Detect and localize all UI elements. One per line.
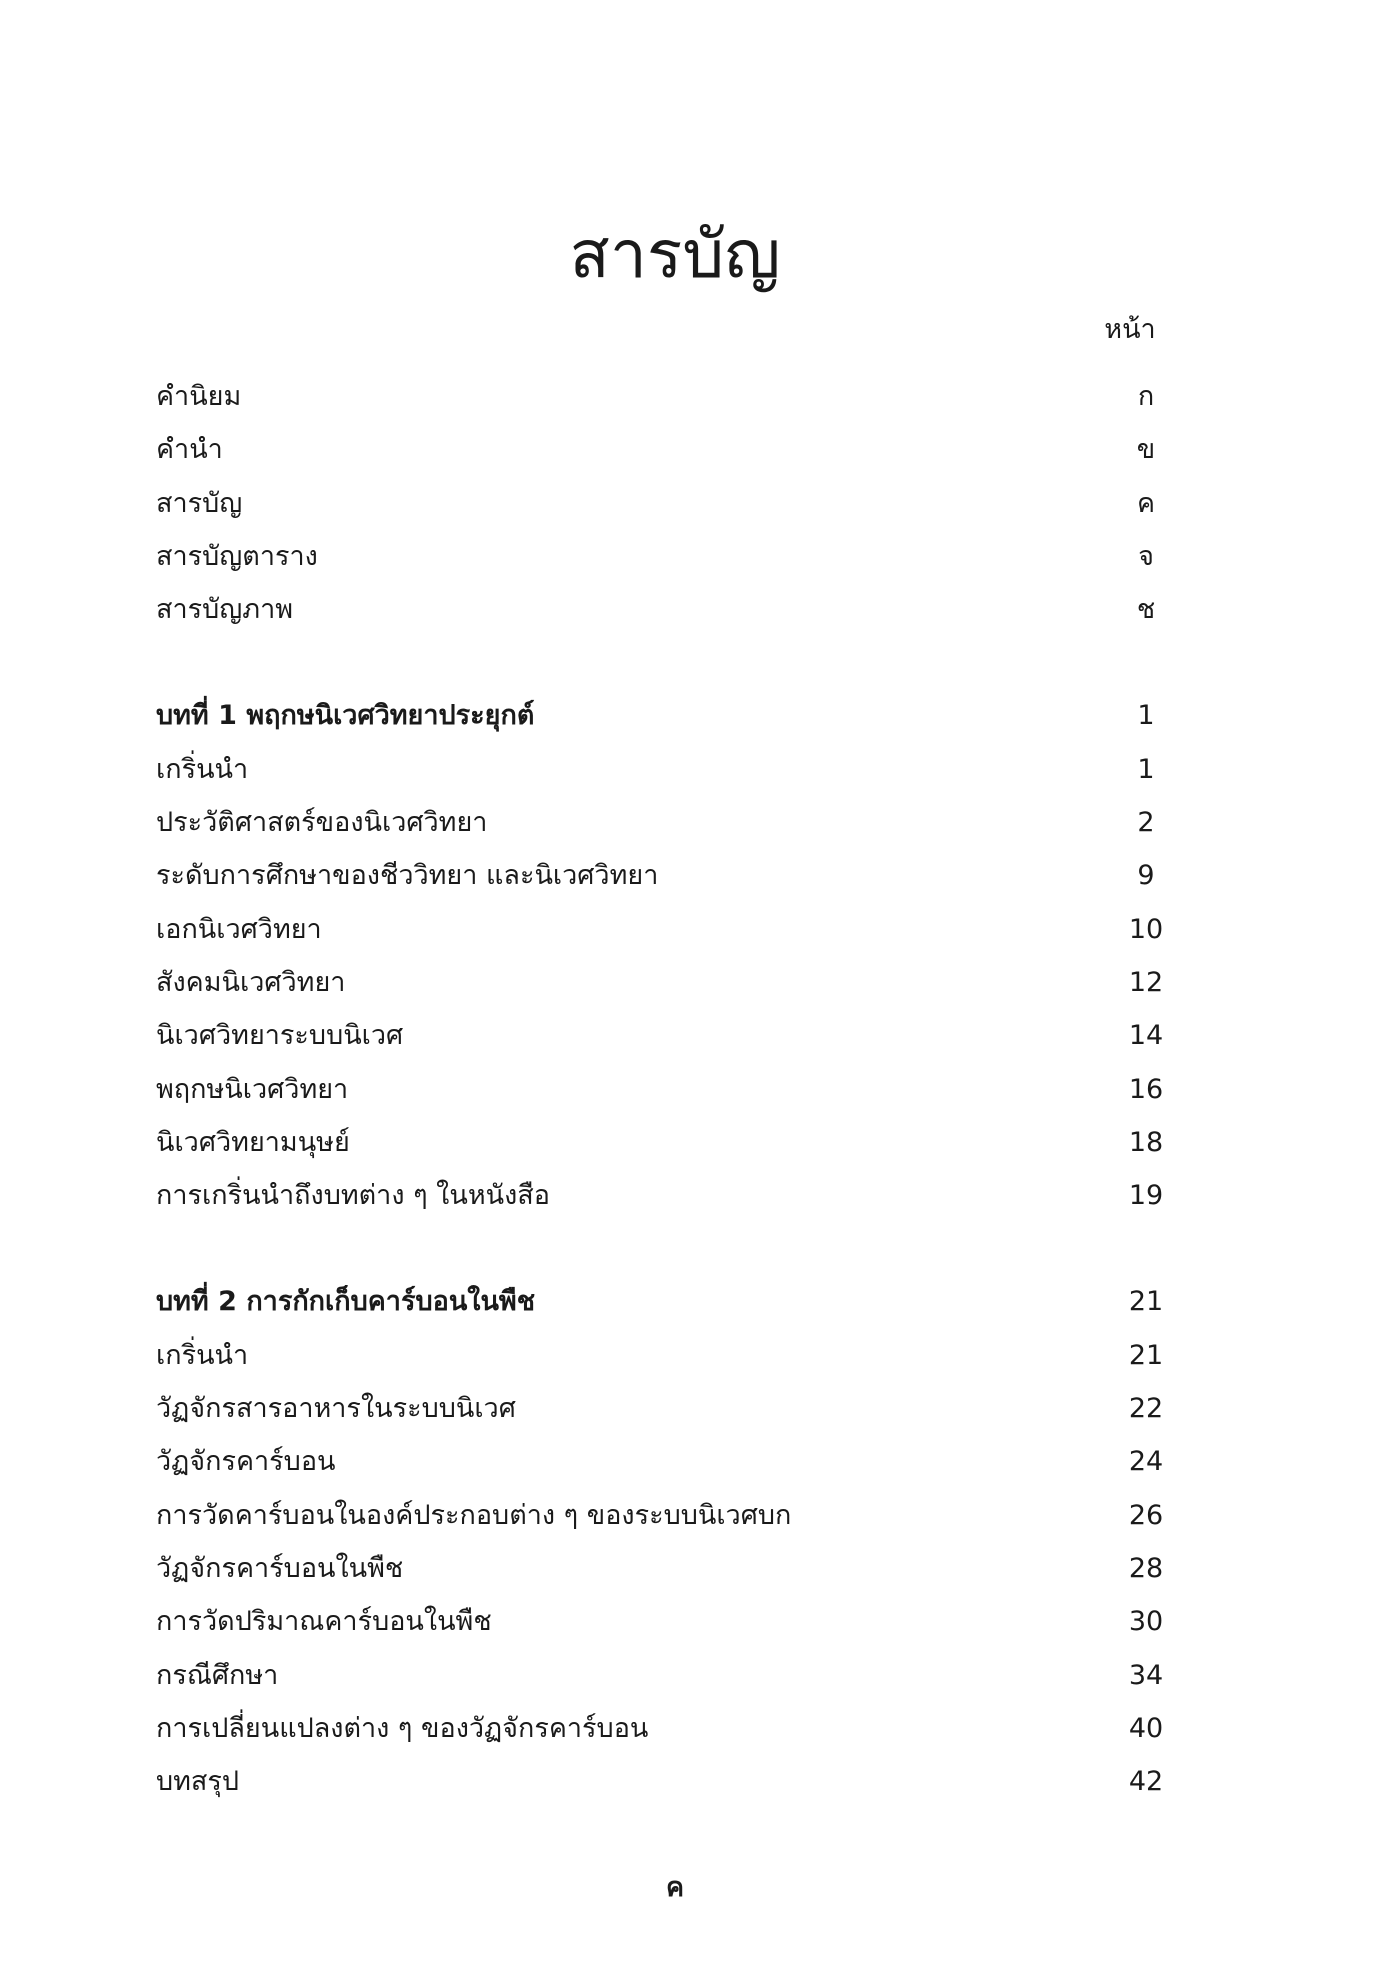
toc-entry-page: จ xyxy=(1138,540,1154,572)
toc-entry xyxy=(156,849,1216,902)
toc-entry xyxy=(156,477,1216,530)
toc-entry-label: ระดับการศึกษาของชีววิทยา และนิเวศวิทยา xyxy=(156,860,659,892)
toc-entry-page: 9 xyxy=(1137,860,1155,892)
toc-entry-label: คำนิยม xyxy=(156,381,242,412)
toc-entry-label: วัฏจักรคาร์บอน xyxy=(156,1446,336,1478)
toc-entry-label: คำนำ xyxy=(156,434,223,466)
toc-entry xyxy=(156,583,1216,636)
toc-entry-label: สารบัญภาพ xyxy=(156,594,294,626)
toc-entry-label: กรณีศึกษา xyxy=(156,1659,279,1691)
toc-entry-page: 1 xyxy=(1137,753,1155,785)
toc-entry-label: ประวัติศาสตร์ของนิเวศวิทยา xyxy=(156,807,488,839)
toc-entry-label: การเกริ่นนำถึงบทต่าง ๆ ในหนังสือ xyxy=(156,1180,550,1212)
toc-entry-page: 21 xyxy=(1128,1286,1164,1318)
toc-entry xyxy=(156,1489,1216,1542)
toc-entry-label: เอกนิเวศวิทยา xyxy=(156,913,322,945)
toc-entry-page: 28 xyxy=(1128,1552,1164,1584)
toc-entry-label: นิเวศวิทยามนุษย์ xyxy=(156,1126,350,1158)
toc-entry-page: ช xyxy=(1136,594,1156,626)
toc-entry-page: 16 xyxy=(1128,1073,1164,1105)
toc-entry-label: สารบัญตาราง xyxy=(156,540,318,572)
toc-entry-page: 2 xyxy=(1137,807,1155,839)
toc-entry-page: ค xyxy=(1136,487,1156,519)
toc-entry-page: 40 xyxy=(1128,1712,1164,1744)
toc-entry-page: 12 xyxy=(1128,966,1164,998)
toc-entry-label: สังคมนิเวศวิทยา xyxy=(156,966,346,998)
toc-entry xyxy=(156,1595,1216,1648)
toc-section-chapter-1 xyxy=(156,689,1216,1222)
page-title: สารบัญ xyxy=(569,216,781,293)
toc-entry xyxy=(156,1755,1216,1808)
toc-entry-label: การเปลี่ยนแปลงต่าง ๆ ของวัฏจักรคาร์บอน xyxy=(156,1712,649,1744)
table-of-contents xyxy=(156,370,1216,1808)
toc-entry xyxy=(156,1169,1216,1222)
toc-entry xyxy=(156,1382,1216,1435)
toc-entry xyxy=(156,796,1216,849)
toc-section-front-matter xyxy=(156,370,1216,636)
toc-entry-label: บทที่ 1 พฤกษนิเวศวิทยาประยุกต์ xyxy=(156,700,535,732)
toc-entry xyxy=(156,370,1216,423)
toc-entry-label: นิเวศวิทยาระบบนิเวศ xyxy=(156,1020,404,1052)
toc-entry-page: 34 xyxy=(1128,1659,1164,1691)
toc-entry xyxy=(156,903,1216,956)
toc-entry-label: พฤกษนิเวศวิทยา xyxy=(156,1073,349,1105)
toc-entry-label: เกริ่นนำ xyxy=(156,1339,249,1371)
toc-entry-label: การวัดปริมาณคาร์บอนในพืช xyxy=(156,1606,492,1638)
toc-entry-label: บทที่ 2 การกักเก็บคาร์บอนในพืช xyxy=(156,1286,536,1318)
toc-entry xyxy=(156,1063,1216,1116)
toc-entry-page: ข xyxy=(1136,434,1156,466)
toc-entry xyxy=(156,1649,1216,1702)
toc-entry xyxy=(156,423,1216,476)
toc-entry-page: 19 xyxy=(1128,1180,1164,1212)
toc-entry-label: วัฏจักรสารอาหารในระบบนิเวศ xyxy=(156,1393,516,1425)
toc-chapter-heading xyxy=(156,689,1216,742)
toc-entry-page: ก xyxy=(1137,381,1155,412)
toc-entry xyxy=(156,1702,1216,1755)
page-column-header: หน้า xyxy=(1104,314,1156,345)
toc-entry xyxy=(156,743,1216,796)
toc-entry-label: เกริ่นนำ xyxy=(156,753,249,785)
toc-entry-page: 10 xyxy=(1128,913,1164,945)
toc-entry-page: 14 xyxy=(1128,1020,1164,1052)
toc-entry-label: บทสรุป xyxy=(156,1766,240,1798)
toc-entry-page: 18 xyxy=(1128,1126,1164,1158)
footer-page-number: ค xyxy=(665,1872,685,1903)
toc-entry-page: 26 xyxy=(1128,1499,1164,1531)
toc-entry-label: สารบัญ xyxy=(156,487,243,519)
toc-entry-label: วัฏจักรคาร์บอนในพืช xyxy=(156,1552,404,1584)
toc-entry xyxy=(156,530,1216,583)
toc-entry xyxy=(156,1116,1216,1169)
toc-section-chapter-2 xyxy=(156,1275,1216,1808)
toc-entry xyxy=(156,956,1216,1009)
toc-entry-page: 24 xyxy=(1128,1446,1164,1478)
toc-entry-page: 21 xyxy=(1128,1339,1164,1371)
toc-chapter-heading xyxy=(156,1275,1216,1328)
toc-entry xyxy=(156,1542,1216,1595)
toc-entry xyxy=(156,1009,1216,1062)
toc-entry-page: 30 xyxy=(1128,1606,1164,1638)
toc-entry xyxy=(156,1435,1216,1488)
toc-entry xyxy=(156,1329,1216,1382)
toc-entry-page: 1 xyxy=(1137,700,1155,732)
toc-entry-label: การวัดคาร์บอนในองค์ประกอบต่าง ๆ ของระบบนิเวศบก xyxy=(156,1499,792,1531)
toc-entry-page: 22 xyxy=(1128,1393,1164,1425)
toc-entry-page: 42 xyxy=(1128,1766,1164,1798)
